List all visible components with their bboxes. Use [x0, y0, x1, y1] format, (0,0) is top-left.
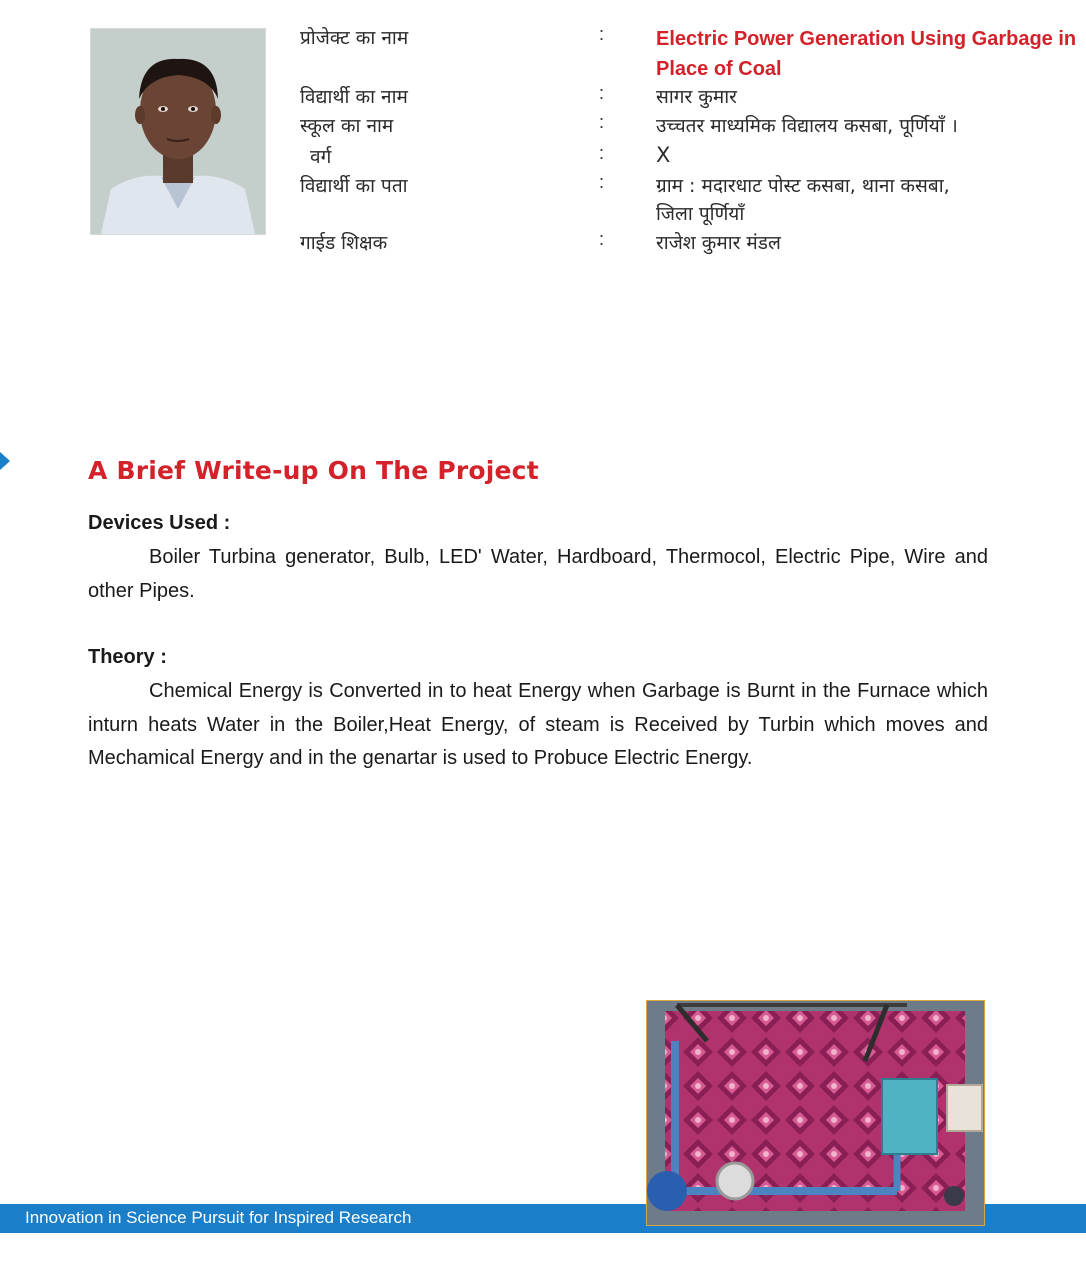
section-heading: A Brief Write-up On The Project	[88, 456, 539, 485]
info-colon: :	[599, 172, 605, 192]
school-name-label: स्कूल का नाम	[300, 115, 394, 137]
info-colon: :	[599, 143, 605, 163]
address-label: विद्यार्थी का पता	[300, 175, 408, 197]
student-name-label: विद्यार्थी का नाम	[300, 86, 408, 108]
project-model-photo	[646, 1000, 985, 1226]
theory-text: Chemical Energy is Converted in to heat Energy when Garbage is Burnt in the Furnace which inturn heats Water in the Boiler,Heat Energy, of steam is Received by Turbin which moves and Mechamical Energy and in the genartar is used to Probuce Electric Energy.	[88, 680, 988, 769]
devices-text: Boiler Turbina generator, Bulb, LED' Water, Hardboard, Thermocol, Electric Pipe, Wire and other Pipes.	[88, 546, 988, 602]
address-value-line1: ग्राम : मदारधाट पोस्ट कसबा, थाना कसबा,	[656, 175, 950, 197]
info-colon: :	[599, 83, 605, 103]
student-photo	[90, 28, 266, 235]
class-label: वर्ग	[310, 146, 332, 168]
student-portrait-icon	[91, 29, 265, 234]
class-value: X	[656, 143, 671, 167]
student-name-value: सागर कुमार	[656, 86, 737, 108]
guide-teacher-value: राजेश कुमार मंडल	[656, 232, 781, 254]
info-colon: :	[599, 112, 605, 132]
devices-heading: Devices Used :	[88, 512, 231, 534]
theory-heading: Theory :	[88, 646, 167, 668]
address-value-line2: जिला पूर्णियाँ	[656, 203, 745, 225]
guide-teacher-label: गाईड शिक्षक	[300, 232, 388, 254]
info-colon: :	[599, 229, 605, 249]
section-arrow-icon	[0, 452, 10, 470]
project-model-image-icon	[647, 1001, 984, 1225]
project-title: Electric Power Generation Using Garbage in Place of Coal	[656, 28, 1077, 80]
info-colon: :	[599, 24, 605, 44]
footer-tagline: Innovation in Science Pursuit for Inspired Research	[25, 1208, 412, 1227]
school-name-value: उच्चतर माध्यमिक विद्यालय कसबा, पूर्णियाँ ।	[656, 115, 958, 137]
project-name-label: प्रोजेक्ट का नाम	[300, 27, 409, 49]
